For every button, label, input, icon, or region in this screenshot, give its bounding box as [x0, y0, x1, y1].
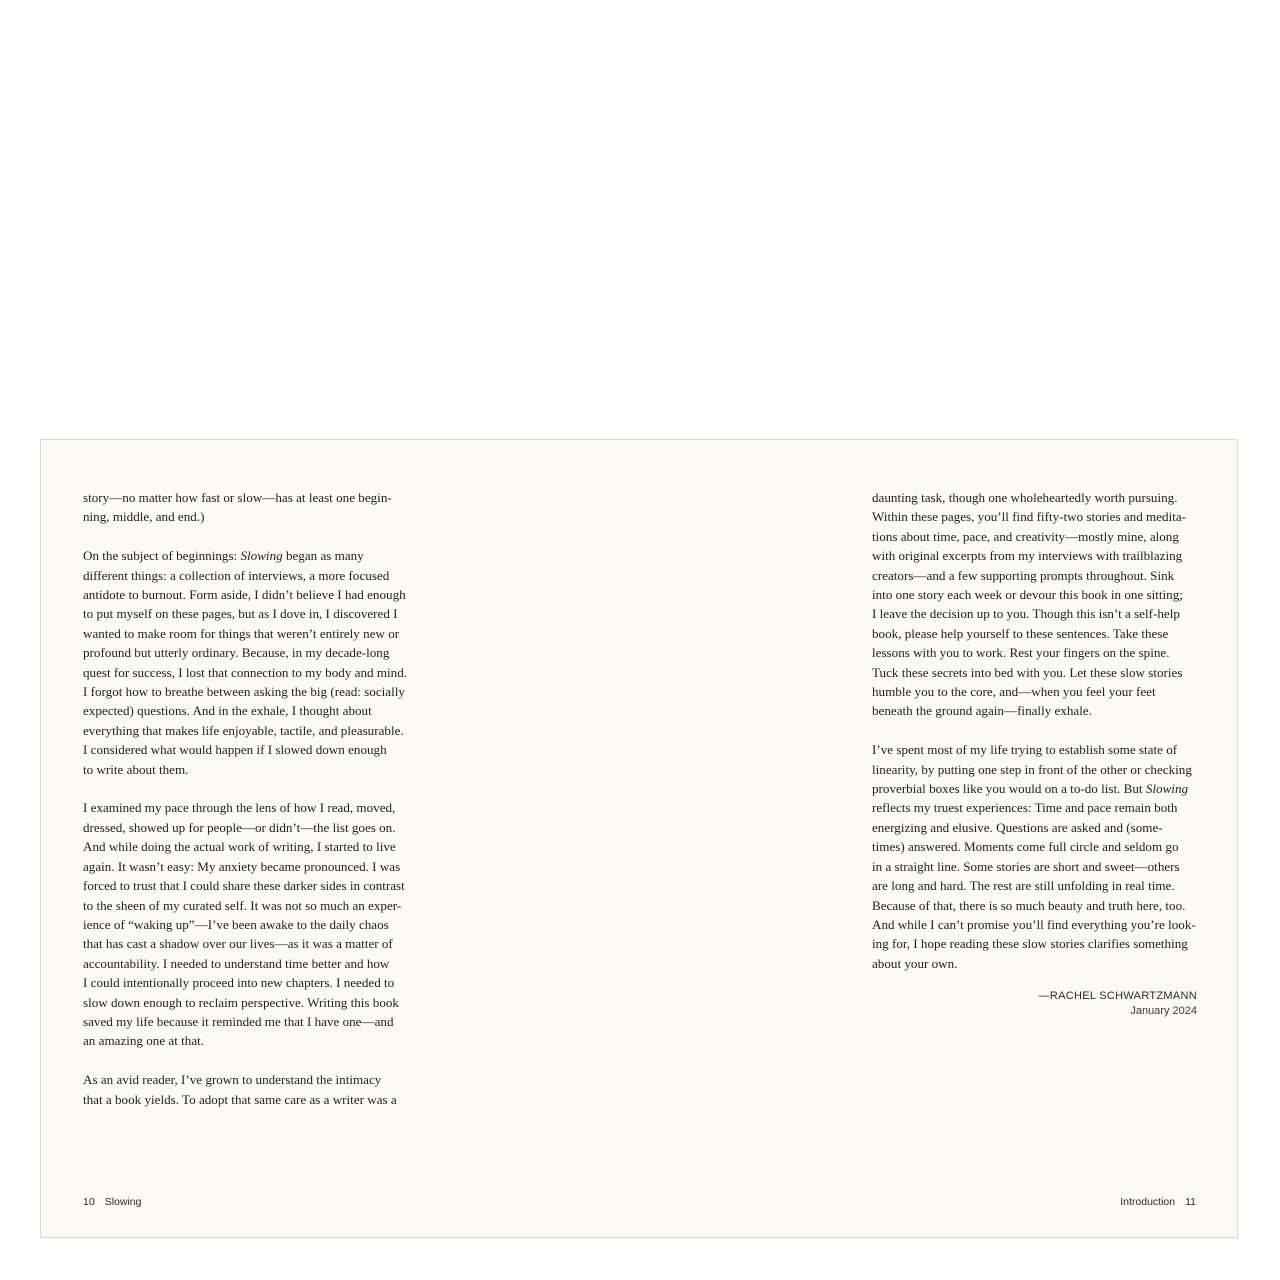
text-line: I’ve spent most of my life trying to establish some state of	[872, 742, 1178, 758]
text-line: to write about them.	[83, 761, 189, 777]
text-line: antidote to burnout. Form aside, I didn’t believe I had enough	[83, 587, 406, 603]
left-paragraph-4	[83, 1070, 409, 1109]
text-line: I could intentionally proceed into new chapters. I needed to	[83, 975, 395, 991]
text-line: forced to trust that I could share these darker sides in contrast	[83, 878, 405, 894]
text-line: again. It wasn’t easy: My anxiety became pronounced. I was	[83, 858, 401, 874]
text-line: in a straight line. Some stories are short and sweet—others	[872, 858, 1180, 874]
text-line: to the sheen of my curated self. It was not so much an exper-	[83, 897, 402, 913]
text-line: tions about time, pace, and creativity—mostly mine, along	[872, 528, 1179, 544]
text-line: linearity, by putting one step in front of the other or checking	[872, 761, 1192, 777]
text-line: creators—and a few supporting prompts throughout. Sink	[872, 567, 1175, 583]
text-line: As an avid reader, I’ve grown to understand the intimacy	[83, 1072, 382, 1088]
text-line: I leave the decision up to you. Though this isn’t a self-help	[872, 606, 1180, 622]
left-paragraph-3	[83, 798, 409, 1050]
running-title: Slowing	[104, 1196, 142, 1208]
text-line: that has cast a shadow over our lives—as it was a matter of	[83, 936, 393, 952]
text-line: beneath the ground again—finally exhale.	[872, 703, 1092, 719]
text-line: I forgot how to breathe between asking the big (read: socially	[83, 684, 405, 700]
right-paragraph-2	[872, 740, 1198, 973]
book-spread	[40, 439, 1238, 1238]
text-line: slow down enough to reclaim perspective. Writing this book	[83, 994, 399, 1010]
text-line: different things: a collection of interviews, a more focused	[83, 567, 390, 583]
text-line: dressed, showed up for people—or didn’t—the list goes on.	[83, 819, 396, 835]
text-line: everything that makes life enjoyable, tactile, and pleasurable.	[83, 722, 404, 738]
text-line: On the subject of beginnings: Slowing began as many	[83, 548, 364, 564]
text-line: book, please help yourself to these sentences. Take these	[872, 625, 1169, 641]
text-line: with original excerpts from my interviews with trailblazing	[872, 548, 1183, 564]
left-paragraph-2	[83, 546, 409, 779]
text-line: And while I can’t promise you’ll find everything you’re look-	[872, 916, 1196, 932]
text-line: energizing and elusive. Questions are asked and (some-	[872, 819, 1163, 835]
page-number: 10	[83, 1196, 95, 1208]
text-line: accountability. I needed to understand time better and how	[83, 955, 390, 971]
text-line: I examined my pace through the lens of how I read, moved,	[83, 800, 396, 816]
text-line: Within these pages, you’ll find fifty-two stories and medita-	[872, 509, 1187, 525]
right-page-body	[872, 488, 1198, 993]
text-line: expected) questions. And in the exhale, I thought about	[83, 703, 372, 719]
text-line: ing for, I hope reading these slow stories clarifies something	[872, 936, 1188, 952]
author-signature	[872, 989, 1197, 1018]
text-line: quest for success, I lost that connection to my body and mind.	[83, 664, 408, 680]
text-line: proverbial boxes like you would on a to-do list. But Slowing	[872, 781, 1189, 797]
left-page-body	[83, 488, 409, 1128]
left-folio	[83, 1195, 141, 1209]
running-title: Introduction	[1120, 1196, 1176, 1208]
text-line: an amazing one at that.	[83, 1033, 205, 1049]
text-line: are long and hard. The rest are still unfolding in real time.	[872, 878, 1175, 894]
book-title-italic: Slowing	[240, 548, 283, 564]
text-line: daunting task, though one wholeheartedly worth pursuing.	[872, 490, 1178, 505]
text-line: ning, middle, and end.)	[83, 509, 205, 525]
text-line: I considered what would happen if I slowed down enough	[83, 742, 387, 758]
text-line: reflects my truest experiences: Time and pace remain both	[872, 800, 1178, 816]
text-line: that a book yields. To adopt that same care as a writer was a	[83, 1091, 397, 1107]
right-folio	[1120, 1195, 1196, 1209]
page-number: 11	[1185, 1196, 1196, 1208]
text-line: ience of “waking up”—I’ve been awake to the daily chaos	[83, 916, 389, 932]
text-line: saved my life because it reminded me that I have one—and	[83, 1013, 394, 1029]
right-paragraph-1	[872, 488, 1198, 721]
signature-date: January 2024	[1130, 1005, 1197, 1017]
text-line: humble you to the core, and—when you feel your feet	[872, 684, 1156, 700]
text-line: times) answered. Moments come full circle and seldom go	[872, 839, 1179, 855]
text-line: lessons with you to work. Rest your fingers on the spine.	[872, 645, 1170, 661]
signature-name: —RACHEL SCHWARTZMANN	[1038, 990, 1197, 1002]
text-line: And while doing the actual work of writing, I started to live	[83, 839, 396, 855]
text-line: story—no matter how fast or slow—has at least one begin-	[83, 490, 392, 505]
text-line: wanted to make room for things that weren’t entirely new or	[83, 625, 400, 641]
text-line: about your own.	[872, 955, 958, 971]
left-paragraph-1	[83, 488, 409, 527]
text-line: into one story each week or devour this book in one sitting;	[872, 587, 1183, 603]
text-line: Because of that, there is so much beauty and truth here, too.	[872, 897, 1186, 913]
text-line: to put myself on these pages, but as I dove in, I discovered I	[83, 606, 398, 622]
text-line: profound but utterly ordinary. Because, in my decade-long	[83, 645, 390, 661]
text-line: Tuck these secrets into bed with you. Let these slow stories	[872, 664, 1183, 680]
book-title-italic: Slowing	[1145, 781, 1189, 797]
